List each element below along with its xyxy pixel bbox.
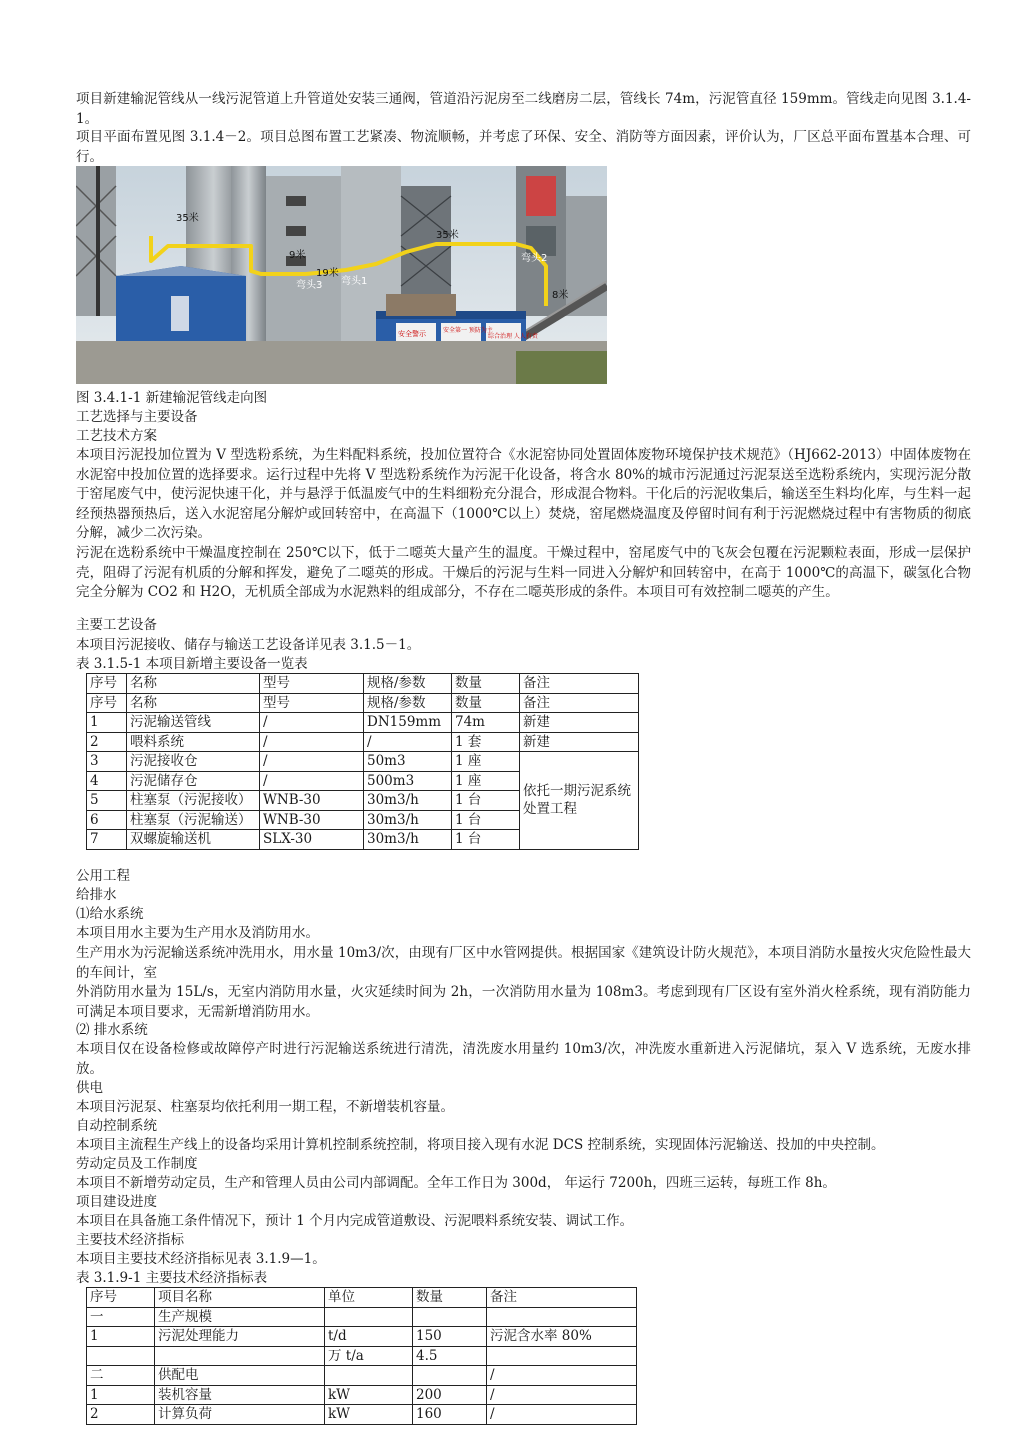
figure-label-7: 35米 bbox=[436, 230, 459, 241]
tech-paragraph-2: 污泥在选粉系统中干燥温度控制在 250℃以下，低于二噁英大量产生的温度。干燥过程中，窑尾废气中的飞灰会包覆在污泥颗粒表面，形成一层保护壳，阻碍了污泥有机质的分解和挥发，避免了二噁英的形成。干燥后的污泥与生料一同进入分解炉和回转窑中，在高于 1000℃的高温下，碳氢化合物完全分解为 CO2 和 H2O，无机质全部成为水泥熟料的组成部分，不存在二噁英形成的条件。本项目可有效控制二噁英的产生。 bbox=[76, 545, 971, 600]
table-row bbox=[87, 1327, 637, 1347]
table-row bbox=[87, 1385, 637, 1405]
table-cell: 30m3/h bbox=[364, 830, 452, 850]
water-supply-paragraph-2: 生产用水为污泥输送系统冲洗用水，用水量 10m3/次，由现有厂区中水管网提供。根据国家《建筑设计防火规范》，本项目消防水量按火灾危险性最大的车间计，室 bbox=[76, 945, 971, 981]
table-cell: SLX-30 bbox=[260, 830, 364, 850]
table-cell: 名称 bbox=[127, 693, 260, 713]
table-cell: / bbox=[487, 1405, 637, 1425]
section-title-labor: 劳动定员及工作制度 bbox=[76, 1156, 198, 1172]
table-cell: 3 bbox=[87, 752, 127, 772]
section-title-drainage: ⑵ 排水系统 bbox=[76, 1022, 148, 1038]
table-cell: 污泥储存仓 bbox=[127, 771, 260, 791]
table-cell bbox=[413, 1307, 487, 1327]
table-cell: 1 台 bbox=[452, 810, 520, 830]
table-cell: 74m bbox=[452, 713, 520, 733]
table-cell: 500m3 bbox=[364, 771, 452, 791]
table-header-cell: 型号 bbox=[260, 674, 364, 694]
table-cell: / bbox=[260, 732, 364, 752]
table-header-cell: 规格/参数 bbox=[364, 674, 452, 694]
table-cell: WNB-30 bbox=[260, 810, 364, 830]
figure-caption: 图 3.4.1-1 新建输泥管线走向图 bbox=[76, 390, 268, 406]
table-row bbox=[87, 1307, 637, 1327]
table-row bbox=[87, 1366, 637, 1386]
table-cell bbox=[325, 1366, 413, 1386]
table-row bbox=[87, 713, 639, 733]
table-cell: 30m3/h bbox=[364, 791, 452, 811]
table-row bbox=[87, 1346, 637, 1366]
figure-label-6: 弯头2 bbox=[521, 253, 548, 264]
table-cell: kW bbox=[325, 1385, 413, 1405]
table-cell: 万 t/a bbox=[325, 1346, 413, 1366]
table-cell: 2 bbox=[87, 732, 127, 752]
table-cell: 型号 bbox=[260, 693, 364, 713]
section-title-process: 工艺选择与主要设备 bbox=[76, 409, 198, 425]
table-cell: / bbox=[260, 713, 364, 733]
table-cell: 6 bbox=[87, 810, 127, 830]
table-header-cell: 备注 bbox=[487, 1288, 637, 1308]
table-cell bbox=[487, 1307, 637, 1327]
table-cell: kW bbox=[325, 1405, 413, 1425]
table-cell: 200 bbox=[413, 1385, 487, 1405]
table-cell: 1 bbox=[87, 713, 127, 733]
section-title-water: 给排水 bbox=[76, 887, 117, 903]
table-cell bbox=[487, 1346, 637, 1366]
table-header-cell: 序号 bbox=[87, 674, 127, 694]
table-cell: 柱塞泵（污泥接收） bbox=[127, 791, 260, 811]
table-row bbox=[87, 732, 639, 752]
table-cell: / bbox=[487, 1366, 637, 1386]
figure-label-5: 弯头1 bbox=[341, 276, 368, 287]
table-cell: 计算负荷 bbox=[155, 1405, 325, 1425]
table-cell: 150 bbox=[413, 1327, 487, 1347]
table-cell: / bbox=[260, 752, 364, 772]
table-cell: 装机容量 bbox=[155, 1385, 325, 1405]
figure-label-3: 19米 bbox=[316, 268, 339, 279]
table-cell: 供配电 bbox=[155, 1366, 325, 1386]
table-cell: / bbox=[364, 732, 452, 752]
table-cell: 喂料系统 bbox=[127, 732, 260, 752]
table-cell: 1 bbox=[87, 1327, 155, 1347]
table-cell: 1 bbox=[87, 1385, 155, 1405]
table-header-cell: 项目名称 bbox=[155, 1288, 325, 1308]
tech-paragraph-1: 本项目污泥投加位置为 V 型选粉系统，为生料配料系统，投加位置符合《水泥窑协同处置固体废物环境保护技术规范》（HJ662-2013）中固体废物在水泥窑中投加位置的选择要求。运行过程中先将 V 型选粉系统作为污泥干化设备，将含水 80%的城市污泥通过污泥泵送至选粉系统内，实现污泥分散于窑尾废气中，使污泥快速干化，并与悬浮于低温废气中的生料细粉充分混合，形成混合物料。干化后的污泥收集后，输送至生料均化库，与生料一起经预热器预热后，送入水泥窑尾分解炉或回转窑中，在高温下（1000℃以上）焚烧，窑尾燃烧温度及停留时间有利于污泥燃烧过程中有害物质的彻底分解，减少二次污染。 bbox=[76, 447, 971, 541]
table-cell: 1 座 bbox=[452, 752, 520, 772]
intro-paragraph-2: 项目平面布置见图 3.1.4－2。项目总图布置工艺紧凑、物流顺畅，并考虑了环保、安全、消防等方面因素，评价认为，厂区总平面布置基本合理、可行。 bbox=[76, 129, 971, 165]
table-cell: 序号 bbox=[87, 693, 127, 713]
table-row bbox=[87, 1405, 637, 1425]
labor-paragraph: 本项目不新增劳动定员，生产和管理人员由公司内部调配。全年工作日为 300d， 年运行 7200h，四班三运转，每班工作 8h。 bbox=[76, 1175, 836, 1191]
sign-text-1: 安全警示 bbox=[398, 330, 426, 338]
table-row bbox=[87, 752, 639, 772]
table-cell: DN159mm bbox=[364, 713, 452, 733]
table-cell: 一 bbox=[87, 1307, 155, 1327]
economics-paragraph: 本项目主要技术经济指标见表 3.1.9—1。 bbox=[76, 1251, 326, 1267]
automation-paragraph: 本项目主流程生产线上的设备均采用计算机控制系统控制，将项目接入现有水泥 DCS 控制系统，实现固体污泥输送、投加的中央控制。 bbox=[76, 1137, 885, 1153]
table1-caption: 表 3.1.5-1 本项目新增主要设备一览表 bbox=[76, 656, 308, 672]
table-header-row bbox=[87, 1288, 637, 1308]
pipeline-route-photo bbox=[76, 166, 607, 384]
drainage-paragraph: 本项目仅在设备检修或故障停产时进行污泥输送系统进行清洗，清洗废水用量约 10m3/次，冲洗废水重新进入污泥储坑，泵入 V 选系统，无废水排放。 bbox=[76, 1041, 971, 1077]
table-cell: 5 bbox=[87, 791, 127, 811]
pipeline-photo-illustration bbox=[76, 166, 607, 384]
table-cell bbox=[87, 1346, 155, 1366]
figure-label-1: 35米 bbox=[176, 213, 199, 224]
table-cell: 二 bbox=[87, 1366, 155, 1386]
section-title-schedule: 项目建设进度 bbox=[76, 1194, 157, 1210]
water-supply-paragraph-3: 外消防用水量为 15L/s，无室内消防用水量，火灾延续时间为 2h，一次消防用水量为 108m3。考虑到现有厂区设有室外消火栓系统，现有消防能力可满足本项目要求，无需新增消防用水。 bbox=[76, 984, 971, 1020]
figure-label-4: 弯头3 bbox=[296, 280, 323, 291]
table-cell: 污泥处理能力 bbox=[155, 1327, 325, 1347]
table-cell: 污泥接收仓 bbox=[127, 752, 260, 772]
table-cell: 备注 bbox=[520, 693, 639, 713]
figure-label-2: 9米 bbox=[289, 250, 306, 261]
equipment-table bbox=[86, 673, 639, 850]
sign-text-3: 综合治理 人人有责 bbox=[488, 333, 538, 340]
table-cell: / bbox=[487, 1385, 637, 1405]
table-header-cell: 备注 bbox=[520, 674, 639, 694]
table-cell: 7 bbox=[87, 830, 127, 850]
schedule-paragraph: 本项目在具备施工条件情况下，预计 1 个月内完成管道敷设、污泥喂料系统安装、调试工作。 bbox=[76, 1213, 634, 1229]
section-title-water-supply: ⑴给水系统 bbox=[76, 906, 144, 922]
table-cell: 4 bbox=[87, 771, 127, 791]
table2-caption: 表 3.1.9-1 主要技术经济指标表 bbox=[76, 1270, 268, 1286]
table-cell: 污泥输送管线 bbox=[127, 713, 260, 733]
table-cell: 数量 bbox=[452, 693, 520, 713]
table-cell: t/d bbox=[325, 1327, 413, 1347]
table-cell: 污泥含水率 80% bbox=[487, 1327, 637, 1347]
figure-label-8: 8米 bbox=[552, 290, 569, 301]
power-paragraph: 本项目污泥泵、柱塞泵均依托利用一期工程，不新增装机容量。 bbox=[76, 1099, 454, 1115]
section-title-economics: 主要技术经济指标 bbox=[76, 1232, 184, 1248]
section-title-tech: 工艺技术方案 bbox=[76, 428, 157, 444]
table-header-cell: 名称 bbox=[127, 674, 260, 694]
table-cell: 双螺旋输送机 bbox=[127, 830, 260, 850]
table-cell: 柱塞泵（污泥输送） bbox=[127, 810, 260, 830]
table-cell: / bbox=[260, 771, 364, 791]
table-header-cell: 数量 bbox=[413, 1288, 487, 1308]
table-header-cell: 序号 bbox=[87, 1288, 155, 1308]
table-header-cell: 单位 bbox=[325, 1288, 413, 1308]
table-cell: 新建 bbox=[520, 732, 639, 752]
equipment-paragraph: 本项目污泥接收、储存与输送工艺设备详见表 3.1.5－1。 bbox=[76, 637, 421, 653]
table-cell: 1 座 bbox=[452, 771, 520, 791]
table-cell: 4.5 bbox=[413, 1346, 487, 1366]
table-row bbox=[87, 693, 639, 713]
table-header-cell: 数量 bbox=[452, 674, 520, 694]
table-cell: 1 套 bbox=[452, 732, 520, 752]
table-cell: 30m3/h bbox=[364, 810, 452, 830]
intro-paragraph-1: 项目新建输泥管线从一线污泥管道上升管道处安装三通阀，管道沿污泥房至二线磨房二层，管线长 74m，污泥管直径 159mm。管线走向见图 3.1.4-1。 bbox=[76, 91, 971, 127]
section-title-power: 供电 bbox=[76, 1080, 103, 1096]
table-cell: 1 台 bbox=[452, 791, 520, 811]
section-title-equipment: 主要工艺设备 bbox=[76, 617, 157, 633]
table-cell bbox=[325, 1307, 413, 1327]
table-cell: 1 台 bbox=[452, 830, 520, 850]
table-cell: 50m3 bbox=[364, 752, 452, 772]
section-title-automation: 自动控制系统 bbox=[76, 1118, 157, 1134]
merged-note-cell: 依托一期污泥系统处置工程 bbox=[520, 752, 639, 850]
economics-table bbox=[86, 1287, 637, 1425]
table-cell: 新建 bbox=[520, 713, 639, 733]
table-cell: 规格/参数 bbox=[364, 693, 452, 713]
table-cell: WNB-30 bbox=[260, 791, 364, 811]
table-cell bbox=[155, 1346, 325, 1366]
table-cell: 2 bbox=[87, 1405, 155, 1425]
section-title-utilities: 公用工程 bbox=[76, 868, 130, 884]
table-cell bbox=[413, 1366, 487, 1386]
table-cell: 160 bbox=[413, 1405, 487, 1425]
table-cell: 生产规模 bbox=[155, 1307, 325, 1327]
table-header-row bbox=[87, 674, 639, 694]
sign-text-2: 安全第一 预防为主 bbox=[443, 327, 493, 334]
water-supply-paragraph-1: 本项目用水主要为生产用水及消防用水。 bbox=[76, 925, 319, 941]
